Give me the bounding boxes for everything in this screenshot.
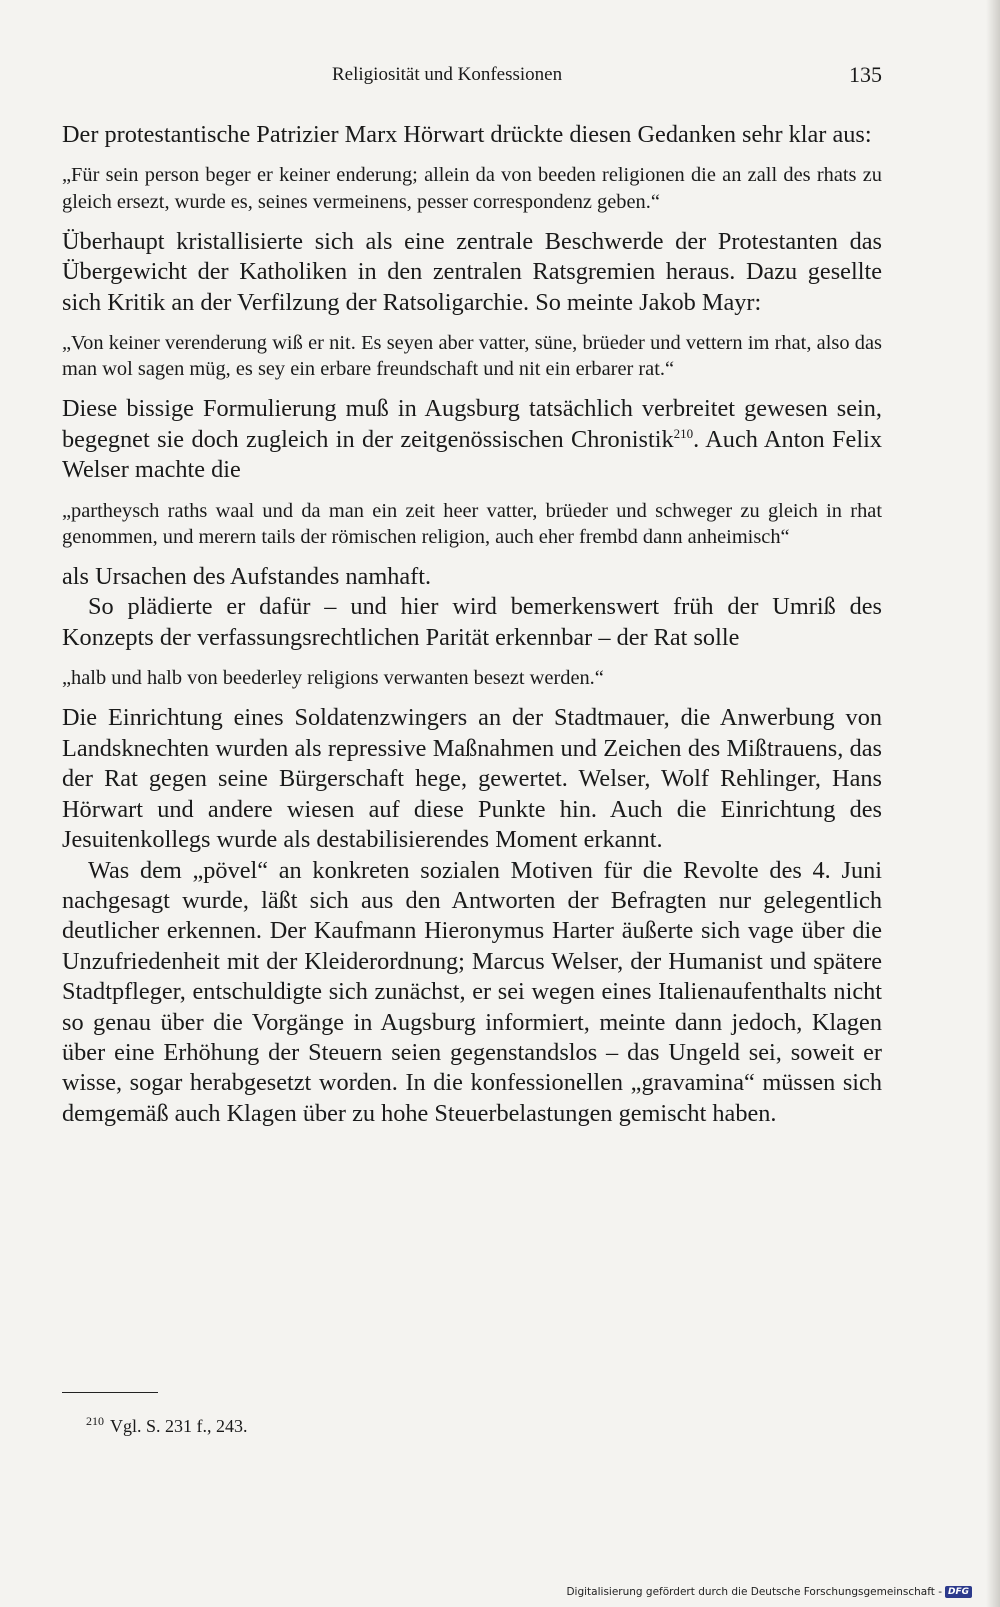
- dfg-logo: DFG: [945, 1586, 972, 1598]
- digitization-credit-text: Digitalisierung gefördert durch die Deutsche Forschungsgemeinschaft -: [566, 1586, 942, 1598]
- paragraph-3-text-b: . Auch Anton Felix Welser machte die: [62, 425, 882, 484]
- page-header: [62, 62, 882, 92]
- paragraph-4: als Ursachen des Aufstandes namhaft.: [62, 563, 432, 591]
- paragraph-3: [62, 394, 882, 485]
- footnote-rule: [62, 1392, 158, 1393]
- quote-mayr: „Von keiner verenderung wiß er nit. Es seyen aber vatter, süne, brüeder und vettern im rhat, also das man wol sagen müg, es sey ein erbare freundschaft und nit ein erbarer rat.“: [62, 332, 882, 381]
- footnote: [86, 1414, 248, 1437]
- digitization-credit: [566, 1586, 972, 1598]
- paragraph-2: Überhaupt kristallisierte sich als eine zentrale Beschwerde der Protestanten das Übergewicht der Katholiken in den zentralen Ratsgremien heraus. Dazu gesellte sich Kritik an der Verfilzung der Ratsoligarchie. So meinte Jakob Mayr:: [62, 227, 882, 316]
- paragraph-7: Was dem „pövel“ an konkreten sozialen Motiven für die Revolte des 4. Juni nachgesagt wurde, läßt sich aus den Antworten der Befragten nur gelegentlich deutlicher erkennen. Der Kaufmann Hieronymus Harter äußerte sich vage über die Unzufriedenheit mit der Kleiderordnung; Marcus Welser, der Humanist und spätere Stadtpfleger, entschuldigte sich zunächst, er sei wegen eines Italienaufenthalts nicht so genau über die Vorgänge in Augsburg informiert, meinte dann jedoch, Klagen über eine Erhöhung der Steuern seien gegenstandslos – das Ungeld sei, soweit er wisse, sogar herabgesetzt worden. In die konfessionellen „gravamina“ müssen sich demgemäß auch Klagen über zu hohe Steuerbelastungen gemischt haben.: [62, 856, 882, 1127]
- quote-hoerwart: „Für sein person beger er keiner enderung; allein da von beeden religionen die an zall des rhats zu gleich ersezt, wurde es, seines vermeinens, pesser correspondenz geben.“: [62, 164, 882, 213]
- footnote-text: Vgl. S. 231 f., 243.: [110, 1416, 248, 1436]
- paragraph-5: So plädierte er dafür – und hier wird bemerkenswert früh der Umriß des Konzepts der verfassungsrechtlichen Parität erkennbar – der Rat solle: [62, 593, 882, 651]
- paragraph-3-text-a: Diese bissige Formulierung muß in Augsburg tatsächlich verbreitet gewesen sein, begegnet sie doch zugleich in der zeitgenössischen Chronistik: [62, 395, 882, 453]
- paragraph-6: Die Einrichtung eines Soldatenzwingers an der Stadtmauer, die Anwerbung von Landsknechten wurden als repressive Maßnahmen und Zeichen des Mißtrauens, das der Rat gegen seine Bürgerschaft hege, gewertet. Welser, Wolf Rehlinger, Hans Hörwart und andere wiesen auf diese Punkte hin. Auch die Einrichtung des Jesuitenkollegs wurde als destabilisierendes Moment erkannt.: [62, 704, 882, 854]
- footnote-reference: 210: [673, 425, 694, 441]
- page-number: 135: [849, 62, 882, 87]
- quote-paritaet: „halb und halb von beederley religions verwanten besezt werden.“: [62, 667, 604, 690]
- running-head: Religiosität und Konfessionen: [332, 64, 563, 85]
- body-text: [62, 120, 882, 1129]
- quote-welser: „partheysch raths waal und da man ein zeit heer vatter, brüeder und schweger zu gleich in rhat genommen, und merern tails der römischen religion, auch eher frembd dann anheimisch“: [62, 499, 882, 548]
- page-spine-shadow: [986, 0, 1000, 1607]
- footnote-mark: 210: [86, 1414, 104, 1428]
- paragraph-1: Der protestantische Patrizier Marx Hörwart drückte diesen Gedanken sehr klar aus:: [62, 121, 872, 148]
